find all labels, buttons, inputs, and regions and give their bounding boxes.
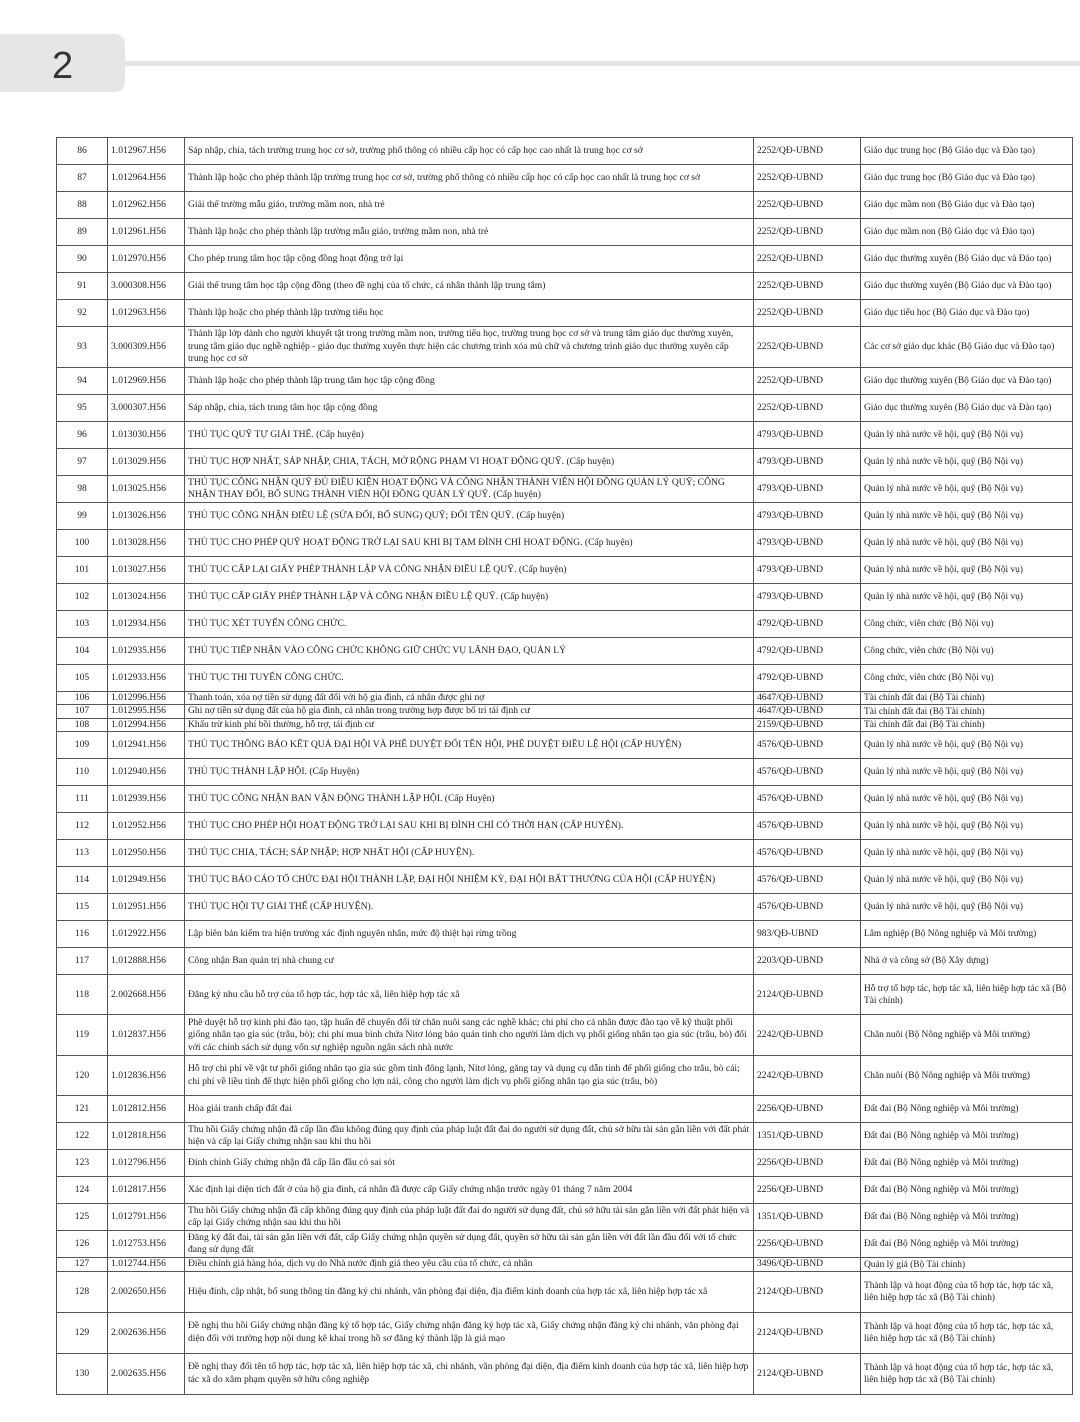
cell-procedure-code: 1.012964.H56 (108, 165, 185, 192)
table-row (57, 732, 1073, 759)
cell-stt: 90 (57, 246, 108, 273)
cell-procedure-name: THỦ TỤC CHO PHÉP HỘI HOẠT ĐỘNG TRỞ LẠI SAU KHI BỊ ĐÌNH CHỈ CÓ THỜI HẠN (CẤP HUYỆN). (185, 813, 754, 840)
cell-stt: 128 (57, 1271, 108, 1312)
cell-decision-number: 2252/QĐ-UBND (754, 368, 861, 395)
cell-procedure-code: 1.012836.H56 (108, 1056, 185, 1096)
cell-stt: 123 (57, 1150, 108, 1177)
cell-decision-number: 2252/QĐ-UBND (754, 246, 861, 273)
cell-procedure-code: 1.013030.H56 (108, 422, 185, 449)
cell-stt: 115 (57, 894, 108, 921)
cell-procedure-code: 1.012935.H56 (108, 638, 185, 665)
cell-procedure-name: Đề nghị thay đổi tên tổ hợp tác, hợp tác xã, liên hiệp hợp tác xã, chi nhánh, văn phòng đại diện, địa điểm kinh doanh của hợp tác xã, liên hiệp hợp tác xã do xâm phạm quyền sở hữu công nghiệp (185, 1353, 754, 1394)
table-row (57, 705, 1073, 718)
header-divider (125, 61, 1080, 66)
cell-decision-number: 4647/QĐ-UBND (754, 692, 861, 705)
cell-procedure-name: Lập biên bản kiểm tra hiện trường xác định nguyên nhân, mức độ thiệt hại rừng trồng (185, 921, 754, 948)
cell-field-agency: Quản lý nhà nước về hội, quỹ (Bộ Nội vụ) (861, 894, 1073, 921)
cell-procedure-code: 1.013028.H56 (108, 530, 185, 557)
table-row (57, 1096, 1073, 1123)
table-row (57, 1177, 1073, 1204)
cell-stt: 125 (57, 1204, 108, 1231)
cell-decision-number: 4793/QĐ-UBND (754, 530, 861, 557)
cell-procedure-name: THỦ TỤC XÉT TUYỂN CÔNG CHỨC. (185, 611, 754, 638)
procedure-table-container (56, 137, 1072, 1395)
table-row (57, 476, 1073, 503)
cell-field-agency: Giáo dục trung học (Bộ Giáo dục và Đào tạo) (861, 165, 1073, 192)
cell-stt: 94 (57, 368, 108, 395)
cell-procedure-name: Đăng ký đất đai, tài sản gắn liền với đất, cấp Giấy chứng nhận quyền sử dụng đất, quyền sở hữu tài sản gắn liền với đất lần đầu đối với tổ chức đang sử dụng đất (185, 1231, 754, 1258)
cell-field-agency: Quản lý nhà nước về hội, quỹ (Bộ Nội vụ) (861, 813, 1073, 840)
cell-field-agency: Giáo dục mầm non (Bộ Giáo dục và Đào tạo) (861, 192, 1073, 219)
cell-decision-number: 4576/QĐ-UBND (754, 813, 861, 840)
table-row (57, 718, 1073, 731)
cell-procedure-code: 3.000307.H56 (108, 395, 185, 422)
table-row (57, 530, 1073, 557)
cell-stt: 103 (57, 611, 108, 638)
cell-procedure-code: 1.012995.H56 (108, 705, 185, 718)
cell-decision-number: 4576/QĐ-UBND (754, 759, 861, 786)
procedure-table-body (57, 138, 1073, 1395)
cell-stt: 109 (57, 732, 108, 759)
cell-decision-number: 4792/QĐ-UBND (754, 638, 861, 665)
cell-field-agency: Quản lý nhà nước về hội, quỹ (Bộ Nội vụ) (861, 530, 1073, 557)
cell-procedure-name: Xác định lại diện tích đất ở của hộ gia đình, cá nhân đã được cấp Giấy chứng nhận trước ngày 01 tháng 7 năm 2004 (185, 1177, 754, 1204)
table-row (57, 219, 1073, 246)
cell-procedure-code: 1.012939.H56 (108, 786, 185, 813)
cell-field-agency: Nhà ở và công sở (Bộ Xây dựng) (861, 948, 1073, 975)
cell-field-agency: Quản lý nhà nước về hội, quỹ (Bộ Nội vụ) (861, 503, 1073, 530)
cell-procedure-code: 1.012837.H56 (108, 1015, 185, 1056)
table-row (57, 1231, 1073, 1258)
cell-procedure-name: THỦ TỤC HỢP NHẤT, SÁP NHẬP, CHIA, TÁCH, MỞ RỘNG PHẠM VI HOẠT ĐỘNG QUỸ. (Cấp huyện) (185, 449, 754, 476)
cell-stt: 107 (57, 705, 108, 718)
cell-decision-number: 2256/QĐ-UBND (754, 1177, 861, 1204)
cell-decision-number: 2252/QĐ-UBND (754, 327, 861, 368)
table-row (57, 395, 1073, 422)
table-row (57, 422, 1073, 449)
table-row (57, 1258, 1073, 1271)
cell-stt: 116 (57, 921, 108, 948)
cell-procedure-code: 3.000309.H56 (108, 327, 185, 368)
cell-stt: 98 (57, 476, 108, 503)
cell-decision-number: 2242/QĐ-UBND (754, 1056, 861, 1096)
table-row (57, 449, 1073, 476)
cell-field-agency: Tài chính đất đai (Bộ Tài chính) (861, 705, 1073, 718)
cell-procedure-name: Điều chỉnh giá hàng hóa, dịch vụ do Nhà nước định giá theo yêu cầu của tổ chức, cá nhân (185, 1258, 754, 1271)
table-row (57, 165, 1073, 192)
cell-decision-number: 2256/QĐ-UBND (754, 1096, 861, 1123)
cell-stt: 117 (57, 948, 108, 975)
table-row (57, 273, 1073, 300)
cell-decision-number: 2203/QĐ-UBND (754, 948, 861, 975)
table-row (57, 1312, 1073, 1353)
table-row (57, 638, 1073, 665)
table-row (57, 921, 1073, 948)
cell-procedure-name: THỦ TỤC BÁO CÁO TỔ CHỨC ĐẠI HỘI THÀNH LẬP, ĐẠI HỘI NHIỆM KỲ, ĐẠI HỘI BẤT THƯỜNG CỦA HỘI (CẤP HUYỆN) (185, 867, 754, 894)
cell-procedure-name: Sáp nhập, chia, tách trường trung học cơ sở, trường phổ thông có nhiều cấp học có cấp học cao nhất là trung học cơ sở (185, 138, 754, 165)
cell-procedure-code: 1.012949.H56 (108, 867, 185, 894)
cell-decision-number: 4576/QĐ-UBND (754, 786, 861, 813)
cell-procedure-name: Đề nghị thu hồi Giấy chứng nhận đăng ký tổ hợp tác, Giấy chứng nhận đăng ký hợp tác xã, Giấy chứng nhận đăng ký chi nhánh, văn phòng đại diện đối với trường hợp nội dung kê khai trong hồ sơ đăng ký thành lập là giả mạo (185, 1312, 754, 1353)
cell-field-agency: Công chức, viên chức (Bộ Nội vụ) (861, 638, 1073, 665)
table-row (57, 1150, 1073, 1177)
cell-procedure-name: Thu hồi Giấy chứng nhận đã cấp không đúng quy định của pháp luật đất đai do người sử dụng đất, chủ sở hữu tài sản gắn liền với đất phát hiện và cấp lại Giấy chứng nhận sau khi thu hồi (185, 1204, 754, 1231)
cell-field-agency: Giáo dục mầm non (Bộ Giáo dục và Đào tạo) (861, 219, 1073, 246)
cell-stt: 112 (57, 813, 108, 840)
cell-field-agency: Công chức, viên chức (Bộ Nội vụ) (861, 611, 1073, 638)
cell-field-agency: Giáo dục thường xuyên (Bộ Giáo dục và Đào tạo) (861, 368, 1073, 395)
cell-field-agency: Quản lý nhà nước về hội, quỹ (Bộ Nội vụ) (861, 786, 1073, 813)
cell-stt: 110 (57, 759, 108, 786)
cell-procedure-name: Thành lập hoặc cho phép thành lập trường mẫu giáo, trường mầm non, nhà trẻ (185, 219, 754, 246)
cell-procedure-name: THỦ TỤC CHIA, TÁCH; SÁP NHẬP; HỢP NHẤT HỘI (CẤP HUYỆN). (185, 840, 754, 867)
cell-decision-number: 4792/QĐ-UBND (754, 665, 861, 692)
cell-procedure-code: 1.012888.H56 (108, 948, 185, 975)
cell-procedure-code: 1.012963.H56 (108, 300, 185, 327)
cell-field-agency: Quản lý nhà nước về hội, quỹ (Bộ Nội vụ) (861, 584, 1073, 611)
cell-stt: 118 (57, 975, 108, 1015)
cell-field-agency: Đất đai (Bộ Nông nghiệp và Môi trường) (861, 1204, 1073, 1231)
cell-procedure-name: THỦ TỤC THÔNG BÁO KẾT QUẢ ĐẠI HỘI VÀ PHÊ DUYỆT ĐỔI TÊN HỘI, PHÊ DUYỆT ĐIỀU LỆ HỘI (CẤP HUYỆN) (185, 732, 754, 759)
cell-procedure-code: 1.012996.H56 (108, 692, 185, 705)
cell-procedure-name: Thành lập hoặc cho phép thành lập trung tâm học tập cộng đồng (185, 368, 754, 395)
cell-procedure-name: Thu hồi Giấy chứng nhận đã cấp lần đầu không đúng quy định của pháp luật đất đai do người sử dụng đất, chủ sở hữu tài sản gắn liền với đất phát hiện và cấp lại Giấy chứng nhận sau khi thu hồi (185, 1123, 754, 1150)
cell-decision-number: 4793/QĐ-UBND (754, 557, 861, 584)
cell-decision-number: 983/QĐ-UBND (754, 921, 861, 948)
cell-decision-number: 2256/QĐ-UBND (754, 1150, 861, 1177)
cell-procedure-name: THỦ TỤC CẤP GIẤY PHÉP THÀNH LẬP VÀ CÔNG NHẬN ĐIỀU LỆ QUỸ. (Cấp huyện) (185, 584, 754, 611)
page-number: 2 (52, 45, 74, 87)
cell-procedure-name: THỦ TỤC CÔNG NHẬN QUỸ ĐỦ ĐIỀU KIỆN HOẠT ĐỘNG VÀ CÔNG NHẬN THÀNH VIÊN HỘI ĐỒNG QUẢN LÝ QUỸ; CÔNG NHẬN THAY ĐỔI, BỔ SUNG THÀNH VIÊN HỘI ĐỒNG QUẢN LÝ QUỸ. (Cấp huyện) (185, 476, 754, 503)
cell-field-agency: Hỗ trợ tổ hợp tác, hợp tác xã, liên hiệp hợp tác xã (Bộ Tài chính) (861, 975, 1073, 1015)
cell-procedure-name: THỦ TỤC THÀNH LẬP HỘI. (Cấp Huyện) (185, 759, 754, 786)
table-row (57, 246, 1073, 273)
table-row (57, 692, 1073, 705)
cell-procedure-name: Cho phép trung tâm học tập cộng đồng hoạt động trở lại (185, 246, 754, 273)
cell-decision-number: 4576/QĐ-UBND (754, 867, 861, 894)
cell-procedure-name: Hòa giải tranh chấp đất đai (185, 1096, 754, 1123)
cell-field-agency: Đất đai (Bộ Nông nghiệp và Môi trường) (861, 1123, 1073, 1150)
cell-field-agency: Thành lập và hoạt động của tổ hợp tác, hợp tác xã, liên hiệp hợp tác xã (Bộ Tài chính) (861, 1312, 1073, 1353)
cell-stt: 88 (57, 192, 108, 219)
cell-procedure-name: Đính chính Giấy chứng nhận đã cấp lần đầu có sai sót (185, 1150, 754, 1177)
cell-stt: 91 (57, 273, 108, 300)
cell-stt: 122 (57, 1123, 108, 1150)
cell-stt: 92 (57, 300, 108, 327)
cell-stt: 121 (57, 1096, 108, 1123)
table-row (57, 867, 1073, 894)
cell-procedure-code: 1.012934.H56 (108, 611, 185, 638)
cell-procedure-name: Sáp nhập, chia, tách trung tâm học tập cộng đồng (185, 395, 754, 422)
cell-decision-number: 2124/QĐ-UBND (754, 1353, 861, 1394)
cell-procedure-code: 2.002636.H56 (108, 1312, 185, 1353)
cell-procedure-name: Hiệu đính, cập nhật, bổ sung thông tin đăng ký chi nhánh, văn phòng đại diện, địa điểm kinh doanh của hợp tác xã, liên hiệp hợp tác xã (185, 1271, 754, 1312)
cell-decision-number: 2124/QĐ-UBND (754, 1271, 861, 1312)
cell-field-agency: Công chức, viên chức (Bộ Nội vụ) (861, 665, 1073, 692)
cell-decision-number: 1351/QĐ-UBND (754, 1204, 861, 1231)
cell-procedure-name: Thành lập hoặc cho phép thành lập trường tiểu học (185, 300, 754, 327)
cell-decision-number: 2252/QĐ-UBND (754, 300, 861, 327)
cell-decision-number: 2252/QĐ-UBND (754, 192, 861, 219)
cell-procedure-name: Phê duyệt hỗ trợ kinh phí đào tạo, tập huấn để chuyển đổi từ chăn nuôi sang các nghề khác; chi phí cho cá nhân được đào tạo về kỹ thuật phối giống nhân tạo gia súc (trâu, bò); chi phí mua bình chứa Nitơ lỏng bảo quản tinh cho người làm dịch vụ phối giống nhân tạo gia súc (trâu, bò) đối với các chính sách sử dụng vốn sự nghiệp nguồn ngân sách nhà nước (185, 1015, 754, 1056)
cell-procedure-code: 1.012940.H56 (108, 759, 185, 786)
cell-procedure-name: THỦ TỤC QUỸ TỰ GIẢI THỂ. (Cấp huyện) (185, 422, 754, 449)
table-row (57, 786, 1073, 813)
table-row (57, 1056, 1073, 1096)
cell-procedure-code: 2.002635.H56 (108, 1353, 185, 1394)
cell-field-agency: Giáo dục trung học (Bộ Giáo dục và Đào tạo) (861, 138, 1073, 165)
table-row (57, 1015, 1073, 1056)
table-row (57, 557, 1073, 584)
table-row (57, 1204, 1073, 1231)
cell-decision-number: 4793/QĐ-UBND (754, 449, 861, 476)
cell-stt: 119 (57, 1015, 108, 1056)
cell-procedure-name: THỦ TỤC THI TUYỂN CÔNG CHỨC. (185, 665, 754, 692)
cell-stt: 105 (57, 665, 108, 692)
cell-field-agency: Giáo dục tiểu học (Bộ Giáo dục và Đào tạo) (861, 300, 1073, 327)
cell-decision-number: 4793/QĐ-UBND (754, 422, 861, 449)
cell-field-agency: Quản lý nhà nước về hội, quỹ (Bộ Nội vụ) (861, 449, 1073, 476)
cell-decision-number: 4792/QĐ-UBND (754, 611, 861, 638)
cell-procedure-code: 1.012950.H56 (108, 840, 185, 867)
cell-field-agency: Chăn nuôi (Bộ Nông nghiệp và Môi trường) (861, 1015, 1073, 1056)
cell-decision-number: 4793/QĐ-UBND (754, 584, 861, 611)
cell-stt: 120 (57, 1056, 108, 1096)
cell-field-agency: Giáo dục thường xuyên (Bộ Giáo dục và Đào tạo) (861, 395, 1073, 422)
cell-stt: 130 (57, 1353, 108, 1394)
cell-field-agency: Quản lý nhà nước về hội, quỹ (Bộ Nội vụ) (861, 422, 1073, 449)
table-row (57, 192, 1073, 219)
cell-procedure-code: 1.012962.H56 (108, 192, 185, 219)
cell-procedure-code: 1.013027.H56 (108, 557, 185, 584)
cell-decision-number: 4576/QĐ-UBND (754, 894, 861, 921)
cell-procedure-code: 3.000308.H56 (108, 273, 185, 300)
cell-procedure-code: 1.012969.H56 (108, 368, 185, 395)
cell-stt: 114 (57, 867, 108, 894)
cell-procedure-code: 1.012796.H56 (108, 1150, 185, 1177)
table-row (57, 665, 1073, 692)
table-row (57, 327, 1073, 368)
table-row (57, 1271, 1073, 1312)
cell-procedure-code: 1.012753.H56 (108, 1231, 185, 1258)
cell-stt: 126 (57, 1231, 108, 1258)
cell-procedure-code: 1.012812.H56 (108, 1096, 185, 1123)
cell-procedure-code: 1.013026.H56 (108, 503, 185, 530)
cell-field-agency: Thành lập và hoạt động của tổ hợp tác, hợp tác xã, liên hiệp hợp tác xã (Bộ Tài chính) (861, 1271, 1073, 1312)
cell-decision-number: 2124/QĐ-UBND (754, 975, 861, 1015)
cell-procedure-name: THỦ TỤC CÔNG NHẬN BAN VẬN ĐỘNG THÀNH LẬP HỘI. (Cấp Huyện) (185, 786, 754, 813)
cell-stt: 87 (57, 165, 108, 192)
cell-stt: 89 (57, 219, 108, 246)
cell-stt: 127 (57, 1258, 108, 1271)
cell-field-agency: Quản lý giá (Bộ Tài chính) (861, 1258, 1073, 1271)
cell-procedure-name: THỦ TỤC HỘI TỰ GIẢI THỂ (CẤP HUYỆN). (185, 894, 754, 921)
cell-procedure-code: 2.002668.H56 (108, 975, 185, 1015)
cell-procedure-name: Đăng ký nhu cầu hỗ trợ của tổ hợp tác, hợp tác xã, liên hiệp hợp tác xã (185, 975, 754, 1015)
cell-field-agency: Tài chính đất đai (Bộ Tài chính) (861, 692, 1073, 705)
table-row (57, 138, 1073, 165)
cell-stt: 101 (57, 557, 108, 584)
cell-procedure-name: Giải thể trường mẫu giáo, trường mầm non, nhà trẻ (185, 192, 754, 219)
cell-field-agency: Giáo dục thường xuyên (Bộ Giáo dục và Đào tạo) (861, 246, 1073, 273)
cell-field-agency: Lâm nghiệp (Bộ Nông nghiệp và Môi trường) (861, 921, 1073, 948)
cell-stt: 129 (57, 1312, 108, 1353)
cell-stt: 104 (57, 638, 108, 665)
table-row (57, 813, 1073, 840)
cell-procedure-name: Hỗ trợ chi phí về vật tư phối giống nhân tạo gia súc gồm tinh đông lạnh, Nitơ lỏng, găng tay và dụng cụ dẫn tinh để phối giống cho trâu, bò cái; chi phí về liều tinh để thực hiện phối giống cho lợn nái, công cho người làm dịch vụ phối giống nhân tạo gia súc (trâu, bò) (185, 1056, 754, 1096)
cell-decision-number: 2124/QĐ-UBND (754, 1312, 861, 1353)
cell-decision-number: 2159/QĐ-UBND (754, 718, 861, 731)
table-row (57, 611, 1073, 638)
cell-field-agency: Quản lý nhà nước về hội, quỹ (Bộ Nội vụ) (861, 732, 1073, 759)
cell-procedure-code: 1.012744.H56 (108, 1258, 185, 1271)
cell-stt: 124 (57, 1177, 108, 1204)
cell-procedure-code: 1.012952.H56 (108, 813, 185, 840)
cell-stt: 111 (57, 786, 108, 813)
cell-procedure-code: 1.012817.H56 (108, 1177, 185, 1204)
cell-field-agency: Tài chính đất đai (Bộ Tài chính) (861, 718, 1073, 731)
cell-field-agency: Chăn nuôi (Bộ Nông nghiệp và Môi trường) (861, 1056, 1073, 1096)
cell-field-agency: Quản lý nhà nước về hội, quỹ (Bộ Nội vụ) (861, 867, 1073, 894)
cell-decision-number: 3496/QĐ-UBND (754, 1258, 861, 1271)
cell-decision-number: 4647/QĐ-UBND (754, 705, 861, 718)
cell-field-agency: Giáo dục thường xuyên (Bộ Giáo dục và Đào tạo) (861, 273, 1073, 300)
table-row (57, 368, 1073, 395)
cell-procedure-name: THỦ TỤC TIẾP NHẬN VÀO CÔNG CHỨC KHÔNG GIỮ CHỨC VỤ LÃNH ĐẠO, QUẢN LÝ (185, 638, 754, 665)
cell-procedure-name: Giải thể trung tâm học tập cộng đồng (theo đề nghị của tổ chức, cá nhân thành lập trung tâm) (185, 273, 754, 300)
cell-procedure-code: 1.013029.H56 (108, 449, 185, 476)
cell-procedure-code: 1.012933.H56 (108, 665, 185, 692)
cell-procedure-name: Khấu trừ kinh phí bồi thường, hỗ trợ, tái định cư (185, 718, 754, 731)
cell-field-agency: Đất đai (Bộ Nông nghiệp và Môi trường) (861, 1177, 1073, 1204)
table-row (57, 300, 1073, 327)
table-row (57, 584, 1073, 611)
cell-procedure-code: 2.002650.H56 (108, 1271, 185, 1312)
cell-stt: 93 (57, 327, 108, 368)
cell-decision-number: 4576/QĐ-UBND (754, 732, 861, 759)
cell-stt: 106 (57, 692, 108, 705)
cell-stt: 108 (57, 718, 108, 731)
table-row (57, 975, 1073, 1015)
cell-field-agency: Các cơ sở giáo dục khác (Bộ Giáo dục và Đào tạo) (861, 327, 1073, 368)
cell-procedure-code: 1.012967.H56 (108, 138, 185, 165)
table-row (57, 1353, 1073, 1394)
cell-procedure-name: Công nhận Ban quản trị nhà chung cư (185, 948, 754, 975)
cell-field-agency: Quản lý nhà nước về hội, quỹ (Bộ Nội vụ) (861, 840, 1073, 867)
cell-decision-number: 2252/QĐ-UBND (754, 273, 861, 300)
table-row (57, 759, 1073, 786)
cell-decision-number: 2252/QĐ-UBND (754, 219, 861, 246)
table-row (57, 840, 1073, 867)
cell-field-agency: Quản lý nhà nước về hội, quỹ (Bộ Nội vụ) (861, 759, 1073, 786)
cell-stt: 113 (57, 840, 108, 867)
cell-field-agency: Thành lập và hoạt động của tổ hợp tác, hợp tác xã, liên hiệp hợp tác xã (Bộ Tài chính) (861, 1353, 1073, 1394)
cell-decision-number: 4793/QĐ-UBND (754, 476, 861, 503)
cell-field-agency: Quản lý nhà nước về hội, quỹ (Bộ Nội vụ) (861, 476, 1073, 503)
cell-stt: 97 (57, 449, 108, 476)
cell-procedure-code: 1.013024.H56 (108, 584, 185, 611)
cell-procedure-code: 1.012951.H56 (108, 894, 185, 921)
cell-decision-number: 2252/QĐ-UBND (754, 165, 861, 192)
cell-stt: 99 (57, 503, 108, 530)
table-row (57, 1123, 1073, 1150)
cell-stt: 86 (57, 138, 108, 165)
cell-stt: 95 (57, 395, 108, 422)
cell-procedure-code: 1.013025.H56 (108, 476, 185, 503)
cell-decision-number: 4576/QĐ-UBND (754, 840, 861, 867)
cell-stt: 102 (57, 584, 108, 611)
cell-procedure-code: 1.012961.H56 (108, 219, 185, 246)
cell-decision-number: 2256/QĐ-UBND (754, 1231, 861, 1258)
cell-stt: 96 (57, 422, 108, 449)
cell-decision-number: 2252/QĐ-UBND (754, 395, 861, 422)
cell-decision-number: 4793/QĐ-UBND (754, 503, 861, 530)
cell-stt: 100 (57, 530, 108, 557)
cell-procedure-code: 1.012818.H56 (108, 1123, 185, 1150)
procedure-table (56, 137, 1073, 1395)
cell-procedure-name: Thành lập hoặc cho phép thành lập trường trung học cơ sở, trường phổ thông có nhiều cấp học có cấp học cao nhất là trung học cơ sở (185, 165, 754, 192)
cell-procedure-code: 1.012922.H56 (108, 921, 185, 948)
table-row (57, 894, 1073, 921)
cell-decision-number: 2252/QĐ-UBND (754, 138, 861, 165)
cell-field-agency: Đất đai (Bộ Nông nghiệp và Môi trường) (861, 1096, 1073, 1123)
table-row (57, 503, 1073, 530)
cell-procedure-code: 1.012970.H56 (108, 246, 185, 273)
cell-procedure-name: Thành lập lớp dành cho người khuyết tật trong trường mầm non, trường tiểu học, trường trung học cơ sở và trung tâm giáo dục thường xuyên, trung tâm giáo dục nghề nghiệp - giáo dục thường xuyên thực hiện các chương trình xóa mù chữ và chương trình giáo dục thường xuyên cấp trung học cơ sở (185, 327, 754, 368)
cell-procedure-name: THỦ TỤC CHO PHÉP QUỸ HOẠT ĐỘNG TRỞ LẠI SAU KHI BỊ TẠM ĐÌNH CHỈ HOẠT ĐỘNG. (Cấp huyện) (185, 530, 754, 557)
cell-procedure-name: Thanh toán, xóa nợ tiền sử dụng đất đối với hộ gia đình, cá nhân được ghi nợ (185, 692, 754, 705)
cell-field-agency: Quản lý nhà nước về hội, quỹ (Bộ Nội vụ) (861, 557, 1073, 584)
cell-procedure-name: THỦ TỤC CÔNG NHẬN ĐIỀU LỆ (SỬA ĐỔI, BỔ SUNG) QUỸ; ĐỔI TÊN QUỸ. (Cấp huyện) (185, 503, 754, 530)
cell-procedure-code: 1.012791.H56 (108, 1204, 185, 1231)
cell-decision-number: 2242/QĐ-UBND (754, 1015, 861, 1056)
cell-decision-number: 1351/QĐ-UBND (754, 1123, 861, 1150)
cell-procedure-code: 1.012994.H56 (108, 718, 185, 731)
cell-procedure-name: Ghi nợ tiền sử dụng đất của hộ gia đình, cá nhân trong trường hợp được bố trí tái định cư (185, 705, 754, 718)
cell-field-agency: Đất đai (Bộ Nông nghiệp và Môi trường) (861, 1231, 1073, 1258)
cell-procedure-name: THỦ TỤC CẤP LẠI GIẤY PHÉP THÀNH LẬP VÀ CÔNG NHẬN ĐIỀU LỆ QUỸ. (Cấp huyện) (185, 557, 754, 584)
cell-field-agency: Đất đai (Bộ Nông nghiệp và Môi trường) (861, 1150, 1073, 1177)
table-row (57, 948, 1073, 975)
cell-procedure-code: 1.012941.H56 (108, 732, 185, 759)
